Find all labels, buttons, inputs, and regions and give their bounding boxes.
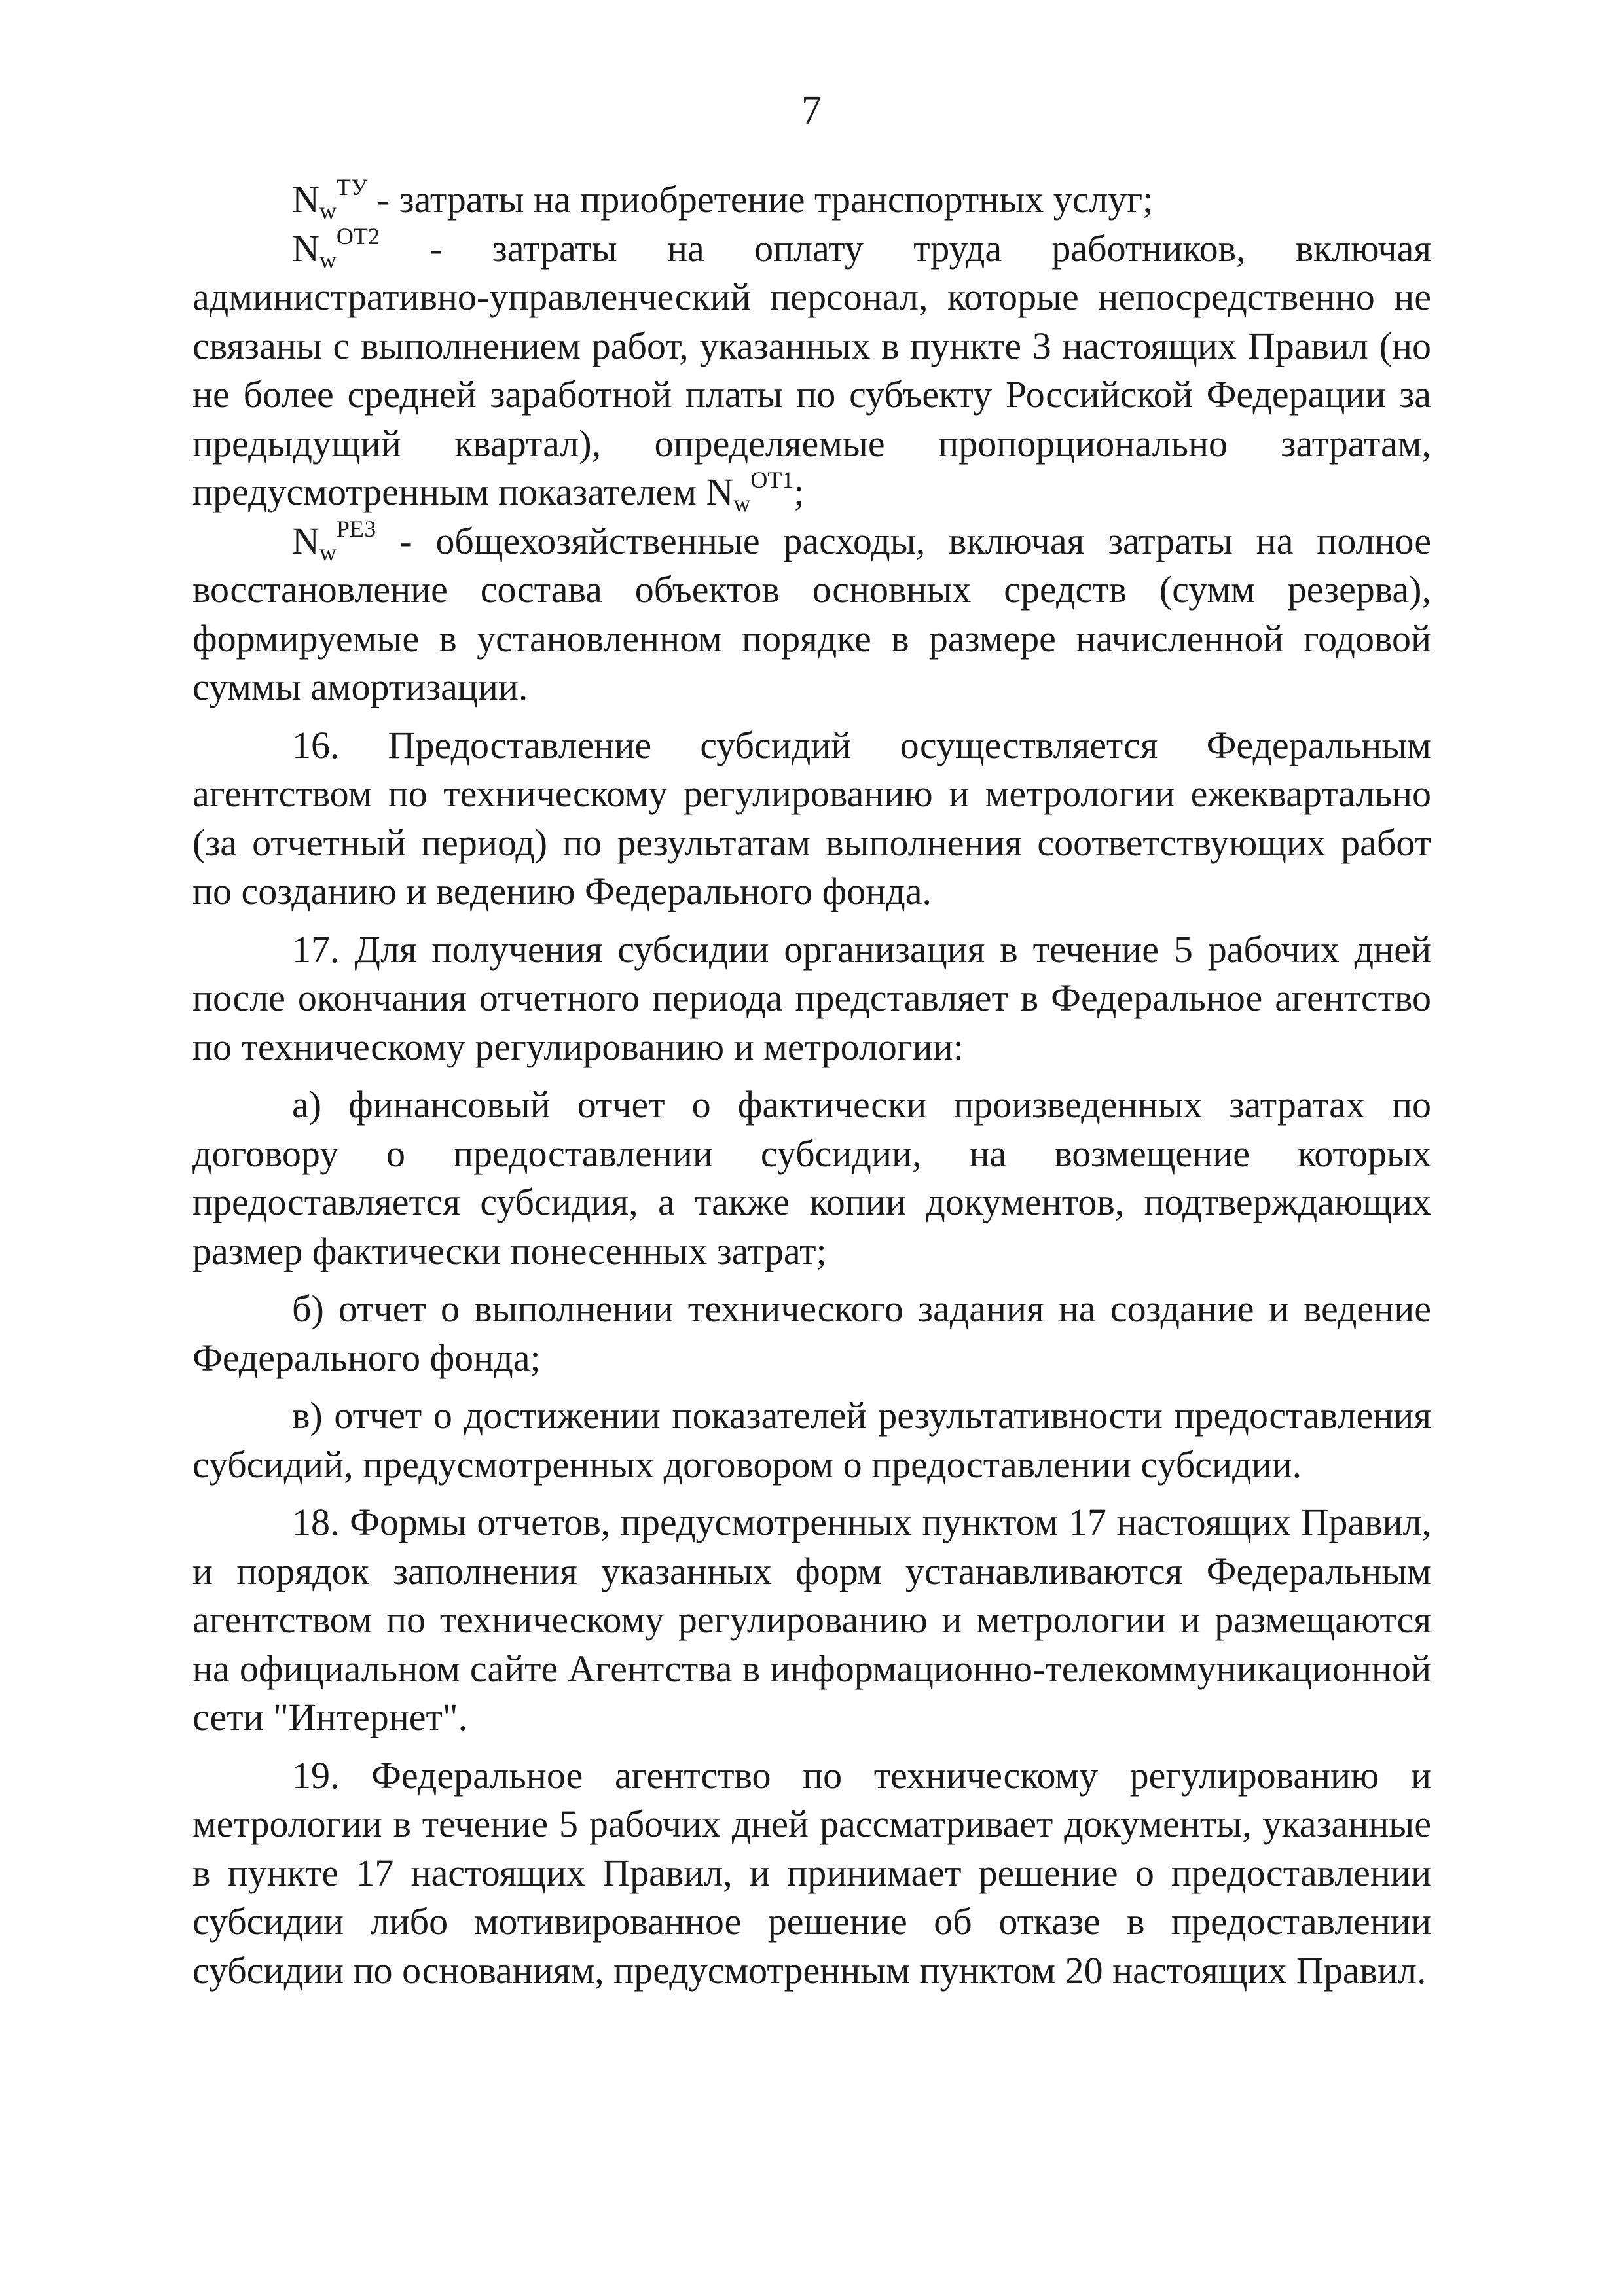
paragraph-17: 17. Для получения субсидии организация в течение 5 рабочих дней после окончания отчетного периода представляет в Федеральное агентство по техническому регулированию и метрологии:	[192, 927, 1431, 1068]
page-number: 7	[801, 88, 822, 133]
paragraph-18: 18. Формы отчетов, предусмотренных пунктом 17 настоящих Правил, и порядок заполнения указанных форм устанавливаются Федеральным агентством по техническому регулированию и метрологии и размещаются на официальном сайте Агентства в информационно-телекоммуникационной сети "Интернет".	[192, 1501, 1431, 1738]
paragraph-cost-overhead: $N_w^{РЕЗ}$ - общехозяйственные расходы, включая затраты на полное восстановление состава объектов основных средств (сумм резерва), формируемые в установленном порядке в размере начисленной годовой суммы амортизации.	[192, 515, 1431, 708]
paragraph-17-c: в) отчет о достижении показателей результативности предоставления субсидий, предусмотренных договором о предоставлении субсидии.	[192, 1394, 1431, 1486]
paragraph-cost-transport: $N_w^{ТУ}$ - затраты на приобретение транспортных услуг;	[292, 174, 1154, 224]
paragraph-16: 16. Предоставление субсидий осуществляется Федеральным агентством по техническому регулированию и метрологии ежеквартально (за отчетный период) по результатам выполнения соответствующих работ по созданию и ведению Федерального фонда.	[192, 723, 1431, 912]
symbol-n-w-ot2: $N_w^{ОТ2}$	[292, 223, 380, 273]
symbol-n-w-ot1: $N_w^{ОТ1}$	[706, 467, 794, 516]
document-body	[192, 175, 1431, 1995]
paragraph-19: 19. Федеральное агентство по техническому регулированию и метрологии в течение 5 рабочих дней рассматривает документы, указанные в пункте 17 настоящих Правил, и принимает решение о предоставлении субсидии либо мотивированное решение об отказе в предоставлении субсидии по основаниям, предусмотренным пунктом 20 настоящих Правил.	[192, 1753, 1431, 1992]
symbol-n-w-rez: $N_w^{РЕЗ}$	[292, 515, 376, 565]
paragraph-cost-labor: $N_w^{ОТ2}$ - затраты на оплату труда работников, включая административно-управленческий персонал, которые непосредственно не связаны с выполнением работ, указанных в пункте 3 настоящих Правил (но не более средней заработной платы по субъекту Российской Федерации за предыдущий квартал), определяемые пропорционально затратам, предусмотренным показателем $N_w^{ОТ1}$;	[192, 223, 1431, 516]
paragraph-17-a: а) финансовый отчет о фактически произведенных затратах по договору о предоставлении субсидии, на возмещение которых предоставляется субсидия, а также копии документов, подтверждающих размер фактически понесенных затрат;	[192, 1083, 1431, 1272]
paragraph-17-b: б) отчет о выполнении технического задания на создание и ведение Федерального фонда;	[192, 1287, 1431, 1379]
symbol-n-w-tu: $N_w^{ТУ}$	[292, 174, 368, 224]
